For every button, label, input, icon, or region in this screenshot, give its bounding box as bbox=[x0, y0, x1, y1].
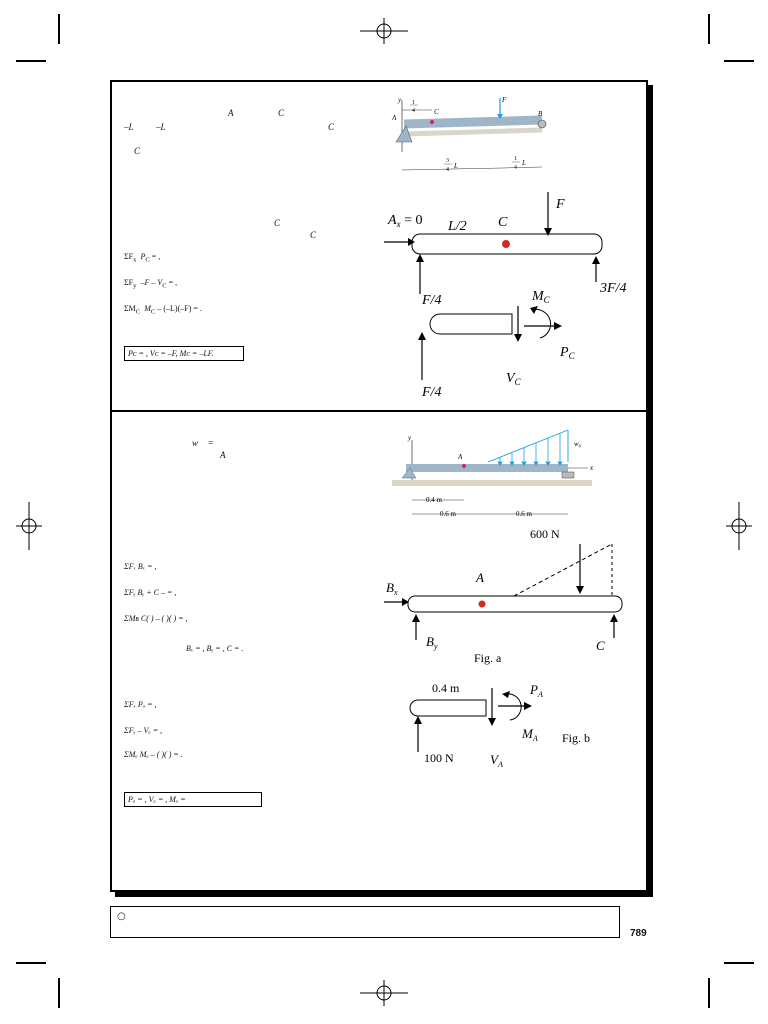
label-Bx: $B_x$ bbox=[386, 580, 398, 597]
text-A: A bbox=[220, 450, 226, 460]
svg-text:L: L bbox=[454, 162, 458, 170]
label-C: C bbox=[498, 215, 508, 230]
roller-support bbox=[562, 472, 574, 478]
beam-figure-2 bbox=[382, 426, 612, 526]
text-label-C: C bbox=[274, 218, 281, 228]
label-VA: $V_A$ bbox=[490, 752, 503, 769]
page-number: 789 bbox=[630, 928, 647, 939]
label-y: y bbox=[408, 434, 412, 442]
section-outline bbox=[430, 314, 512, 334]
beam-figure-1 bbox=[382, 92, 552, 182]
section-outline bbox=[410, 700, 486, 716]
svg-text:4: 4 bbox=[412, 108, 415, 114]
text-neg-L: –L bbox=[124, 122, 134, 132]
label-600N: 600 N bbox=[530, 527, 560, 541]
label-F-quarter: F/4 bbox=[422, 293, 442, 308]
free-body-diagram-a bbox=[382, 522, 642, 672]
label-F-quarter: F/4 bbox=[422, 385, 442, 400]
text-label-C: C bbox=[310, 230, 317, 240]
text-label-C: C bbox=[328, 122, 335, 132]
beam-outline bbox=[408, 596, 622, 612]
beam bbox=[404, 120, 542, 124]
problem-panel-2 bbox=[110, 410, 648, 892]
label-By: $B_y$ bbox=[426, 634, 438, 651]
equation-sum-fx: $\Sigma F_x$ $P_C$ = , bbox=[124, 252, 161, 264]
text-label-C: C bbox=[134, 146, 141, 156]
equation-sum-fy-a: ΣFᵧ – Vₐ = , bbox=[124, 726, 163, 735]
label-F: F bbox=[502, 96, 507, 104]
dim-0-6m: 0.6 m bbox=[440, 510, 456, 518]
label-Ax: $A_x = 0$ bbox=[388, 213, 423, 229]
answer-box: Pᴄ = , Vᴄ = –F, Mᴄ = –LF. bbox=[124, 346, 244, 361]
registration-target-bottom bbox=[358, 978, 410, 1008]
label-A: A bbox=[458, 453, 463, 461]
crop-mark bbox=[724, 60, 754, 62]
moment-arc bbox=[506, 694, 521, 720]
registration-target-right bbox=[724, 500, 754, 552]
problem-panel-1 bbox=[110, 80, 648, 412]
svg-text:3: 3 bbox=[446, 158, 449, 164]
crop-mark bbox=[724, 962, 754, 964]
crop-mark bbox=[58, 14, 60, 44]
label-C: C bbox=[434, 108, 439, 116]
label-L-half: L/2 bbox=[448, 219, 467, 234]
svg-text:1: 1 bbox=[514, 156, 517, 162]
label-PC: $P_C$ bbox=[560, 345, 575, 361]
text-label-C: C bbox=[278, 108, 285, 118]
roller-support bbox=[538, 120, 546, 128]
label-B: B bbox=[538, 110, 543, 118]
text-neg-L: –L bbox=[156, 122, 166, 132]
point-A bbox=[479, 601, 486, 608]
label-y: y bbox=[398, 96, 402, 104]
text-w: w bbox=[192, 438, 199, 448]
text-label-A: A bbox=[228, 108, 234, 118]
crop-mark bbox=[708, 14, 710, 44]
registration-target-top bbox=[358, 16, 410, 46]
label-C: C bbox=[596, 638, 605, 653]
dim-0-6m: 0.6 m bbox=[516, 510, 532, 518]
equation-sum-fx: ΣFₓ Bₓ = , bbox=[124, 562, 157, 571]
answer-box: Pₐ = , Vₐ = , Mₐ = bbox=[124, 792, 262, 807]
point-C bbox=[502, 240, 510, 248]
crop-mark bbox=[16, 962, 46, 964]
label-VC: $V_C$ bbox=[506, 371, 521, 387]
label-MA: $M_A$ bbox=[522, 726, 538, 743]
equation-sum-fy: ΣFᵧ Bᵧ + C – = , bbox=[124, 588, 177, 597]
bullet-icon: ○ bbox=[117, 911, 126, 922]
label-PA: $P_A$ bbox=[530, 682, 543, 699]
svg-text:1: 1 bbox=[412, 100, 415, 106]
svg-text:L: L bbox=[522, 159, 526, 167]
label-MC: $M_C$ bbox=[532, 289, 550, 305]
equation-sum-fx-a: ΣFₓ Pₐ = , bbox=[124, 700, 157, 709]
label-F: F bbox=[556, 197, 565, 212]
free-body-diagram-b bbox=[382, 678, 642, 778]
svg-text:4: 4 bbox=[514, 165, 517, 171]
equation-sum-fy: $\Sigma F_y$ $-F - V_C$ = , bbox=[124, 278, 178, 290]
equation-sum-ma: ΣMₐ Mₐ – ( )( ) = . bbox=[124, 750, 183, 759]
label-3F-quarter: 3F/4 bbox=[600, 281, 627, 296]
moment-arc bbox=[532, 309, 551, 338]
free-body-diagram-1 bbox=[382, 186, 642, 406]
label-A: A bbox=[476, 570, 484, 585]
footer-box bbox=[110, 906, 620, 938]
equation-results: Bₓ = , Bᵧ = , C = . bbox=[186, 644, 244, 653]
registration-target-left bbox=[14, 500, 44, 552]
crop-mark bbox=[16, 60, 46, 62]
label-100N: 100 N bbox=[424, 751, 454, 765]
caption-fig-b: Fig. b bbox=[562, 731, 591, 745]
equation-sum-mc: $\Sigma M_C$ $M_C - (-L)(-F)$ = . bbox=[124, 304, 202, 316]
label-w0: w₀ bbox=[574, 440, 582, 448]
svg-text:4: 4 bbox=[446, 167, 449, 173]
caption-fig-a: Fig. a bbox=[474, 651, 502, 665]
label-A: A bbox=[392, 114, 397, 122]
label-x: x bbox=[590, 464, 594, 472]
text-equals: = bbox=[208, 438, 214, 448]
crop-mark bbox=[708, 978, 710, 1008]
point-C bbox=[430, 120, 434, 124]
crop-mark bbox=[58, 978, 60, 1008]
label-0-4m: 0.4 m bbox=[432, 681, 460, 695]
point-A bbox=[462, 464, 466, 468]
distributed-load-arrows bbox=[498, 433, 562, 465]
dim-0-4m: 0.4 m bbox=[426, 496, 442, 504]
equation-sum-mb: ΣMʙ C( ) – ( )( ) = , bbox=[124, 614, 188, 623]
